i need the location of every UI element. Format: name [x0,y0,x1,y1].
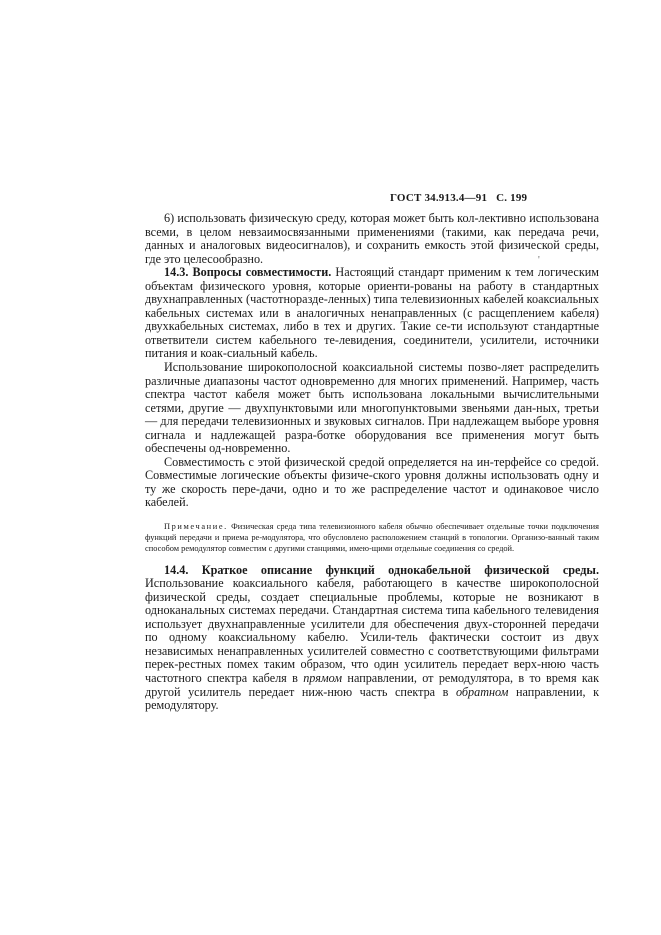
paragraph-interface [145,456,599,510]
paragraph-single-cable [145,564,599,713]
emphasis-forward: прямом [303,671,343,686]
paragraph-compatibility [145,266,599,361]
standard-number: ГОСТ 34.913.4—91 [390,192,488,204]
paragraph-broadband [145,361,599,456]
paragraph-text: направлении, к ремодулятору. [145,684,599,713]
section-heading: 14.3. Вопросы совместимости. [164,265,332,280]
paragraph-item-6 [145,212,599,266]
margin-mark: ' [538,255,540,266]
page-header [384,192,527,204]
note-label: Примечание. [164,522,228,532]
emphasis-reverse: обратном [455,684,509,699]
page-number: С. 199 [496,192,528,204]
document-body [145,212,599,713]
note-text: Физическая среда типа телевизионного кабеля обычно обеспечивает отдельные точки подключения функций передачи и приема ре-модулятора, что обусловлено расположением станций в топологии. Организо-ванный таким способом ремодулятор совместим с другими станциями, имею-щими отдельные соединения со средой. [145,522,599,554]
paragraph-text: Использование коаксиального кабеля, работающего в качестве широкополосной физической среды, создает специальные проблемы, которые не возникают в одноканальных системах передачи. Стандартная система типа кабельного телевидения использует двухнаправленные усилители для обеспечения двух-сторонней передачи по одному коаксиальному кабелю. Усили-тель фактически состоит из двух независимых ненаправленных усилителей совместно с соответствующими фильтрами перек-рестных помех таким образом, что один усилитель передает верх-нюю часть частотного спектра кабеля в [145,576,599,686]
paragraph-text: направлении, от ремодулятора, в то время как другой усилитель передает ниж-нюю часть спектра в [145,671,599,699]
paragraph-text: 6) использовать физическую среду, которая может быть кол-лективно использована всеми, в целом невзаимосвязанными применениями (такими, как передача речи, данных и аналоговых видеосигналов), и сохранить емкость этой физической среды, где это целесообразно. [145,211,599,266]
note-block [145,521,599,555]
paragraph-text: Совместимость с этой физической средой определяется на ин-терфейсе со средой. Совместимые логические объекты физиче-ского уровня должны использовать одну и ту же скорость пере-дачи, одно и то же распределение частот и одинаковое число кабелей. [145,454,599,510]
section-heading: 14.4. Краткое описание функций однокабельной физической среды. [164,562,599,577]
paragraph-text: Использование широкополосной коаксиальной системы позво-ляет распределить различные диапазоны частот одновременно для многих применений. Например, часть спектра частот кабеля может быть использована локальными вычислительными сетями, другие — двухпунктовыми или многопунктовыми звеньями дан-ных, третьи — для передачи телевизионных и звуковых сигналов. При надлежащем выборе уровня сигнала и надлежащей разра-ботке оборудования все применения могут быть обеспечены од-новременно. [145,360,599,456]
paragraph-text: Настоящий стандарт применим к тем логическим объектам физического уровня, которые ориенти-рованы на работу в стандартных двухнаправленных (частотноразде-ленных) типа телевизионных кабелей коаксиальных кабельных системах или в аналогичных ненаправленных (с расщеплением кабеля) двухкабельных системах, либо в тех и других. Такие се-ти используют стандартные ответвители систем кабельного те-левидения, соединители, усилители, источники питания и коак-сиальный кабель. [145,265,600,361]
